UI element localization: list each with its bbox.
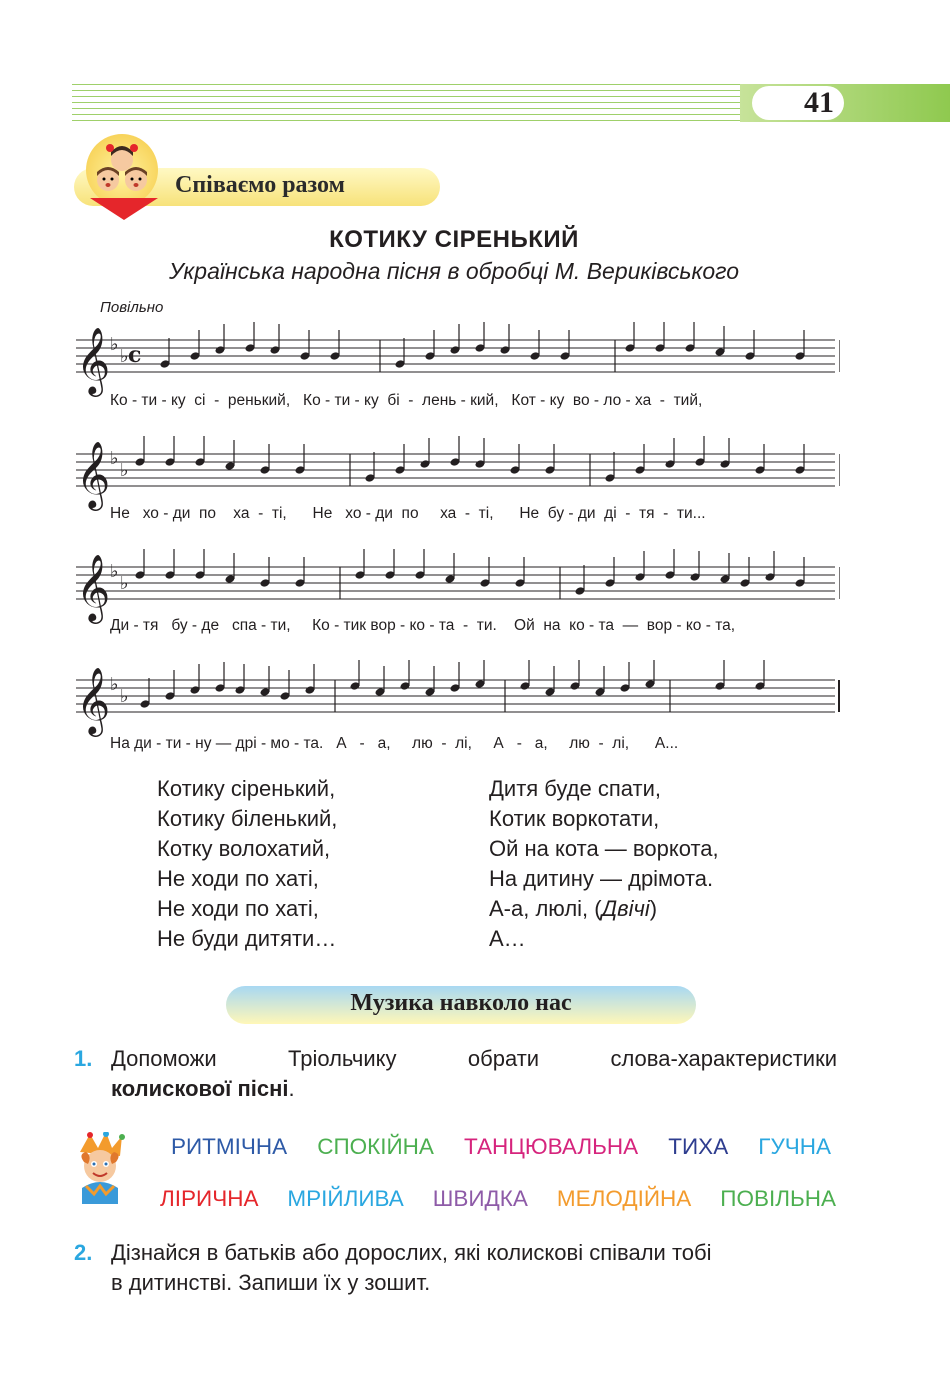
task1-text: [111, 1044, 837, 1104]
task1-number: 1.: [74, 1046, 93, 1071]
word-tantsiuvalna: ТАНЦЮВАЛЬНА: [464, 1134, 639, 1159]
repeat-note: Двічі: [601, 896, 650, 921]
header-stripes: [72, 84, 762, 122]
music-staff-4: [70, 660, 840, 740]
verse-line: Котику сіренький,: [157, 776, 336, 801]
verse-line: Котик воркотати,: [489, 806, 660, 831]
verse-line: Котку волохатий,: [157, 836, 331, 861]
treble-clef-icon: 𝄞: [76, 666, 111, 734]
verse-line: Не ходи по хаті,: [157, 896, 319, 921]
music-staff-1: [70, 320, 840, 400]
lyrics-line-4: На ди - ти - ну — дрі - мо - та. А - а, лю - лі, А - а, лю - лі, А...: [110, 735, 679, 752]
verse-line: Не ходи по хаті,: [157, 866, 319, 891]
task2-line1: Дізнайся в батьків або дорослих, які колискові співали тобі: [111, 1240, 712, 1265]
flat-sign-icon: ♭: [120, 573, 129, 594]
verse-line: Дитя буде спати,: [489, 776, 662, 801]
verse-line: Ой на кота — воркота,: [489, 836, 719, 861]
section-title: Співаємо разом: [175, 172, 345, 198]
flat-sign-icon: ♭: [110, 334, 119, 355]
flat-sign-icon: ♭: [110, 448, 119, 469]
word-melodiina: МЕЛОДІЙНА: [556, 1186, 692, 1211]
words-row-1: [171, 1134, 831, 1160]
verse-text: ): [649, 896, 658, 921]
song-title: КОТИКУ СІРЕНЬКИЙ: [329, 226, 579, 253]
music-staff-3: [70, 547, 840, 627]
jester-character-icon: [72, 1132, 128, 1204]
task2-text: [111, 1238, 712, 1298]
lyrics-line-1: Ко - ти - ку сі - ренький, Ко - ти - ку бі - лень - кий, Кот - ку во - ло - ха - тий,: [110, 392, 703, 409]
flat-sign-icon: ♭: [110, 561, 119, 582]
verse-left: [157, 774, 337, 954]
tempo-marking: Повільно: [100, 299, 164, 316]
task2-number: 2.: [74, 1240, 93, 1265]
words-row-2: [160, 1186, 836, 1212]
flat-sign-icon: ♭: [120, 346, 129, 367]
lyrics-line-2: Не хо - ди по ха - ті, Не хо - ди по ха - ті, Не бу - ди ді - тя - ти...: [110, 505, 706, 522]
time-signature: c: [128, 342, 142, 368]
task2-line2: в дитинстві. Запиши їх у зошит.: [111, 1270, 431, 1295]
word-ritmichna: РИТМІЧНА: [171, 1134, 288, 1159]
treble-clef-icon: 𝄞: [76, 440, 111, 508]
page-number: 41: [752, 86, 844, 120]
flat-sign-icon: ♭: [120, 686, 129, 707]
word-huchna: ГУЧНА: [758, 1134, 831, 1159]
word-shvydka: ШВИДКА: [432, 1186, 528, 1211]
verse-line: Котику біленький,: [157, 806, 338, 831]
treble-clef-icon: 𝄞: [76, 553, 111, 621]
verse-text: А-а, люлі, (: [489, 896, 602, 921]
word-spokiina: СПОКІЙНА: [317, 1134, 434, 1159]
flat-sign-icon: ♭: [120, 460, 129, 481]
task1-line1: Допоможи Тріольчику обрати слова-характеристики: [111, 1046, 837, 1071]
verse-line: А…: [489, 926, 526, 951]
section2-title: Музика навколо нас: [350, 990, 572, 1016]
flat-sign-icon: ♭: [110, 674, 119, 695]
word-lirychna: ЛІРИЧНА: [160, 1186, 259, 1211]
singing-children-icon: [86, 134, 158, 206]
task1-bold: колискової пісні: [111, 1076, 289, 1101]
verse-line: На дитину — дрімота.: [489, 866, 714, 891]
ribbon-icon: [90, 198, 158, 220]
treble-clef-icon: 𝄞: [76, 326, 111, 394]
word-tykha: ТИХА: [668, 1134, 729, 1159]
verse-line-repeat: [489, 894, 719, 924]
word-povilna: ПОВІЛЬНА: [720, 1186, 836, 1211]
word-mriilyva: МРІЙЛИВА: [287, 1186, 404, 1211]
song-subtitle: Українська народна пісня в обробці М. Вериківського: [168, 258, 739, 284]
task1-end: .: [288, 1076, 295, 1101]
task1-line2: [111, 1074, 837, 1104]
lyrics-line-3: Ди - тя бу - де спа - ти, Ко - тик вор - ко - та - ти. Ой на ко - та — вор - ко - та,: [110, 617, 736, 634]
music-staff-2: [70, 434, 840, 514]
verse-right: [489, 774, 719, 954]
verse-line: Не буди дитяти…: [157, 926, 337, 951]
